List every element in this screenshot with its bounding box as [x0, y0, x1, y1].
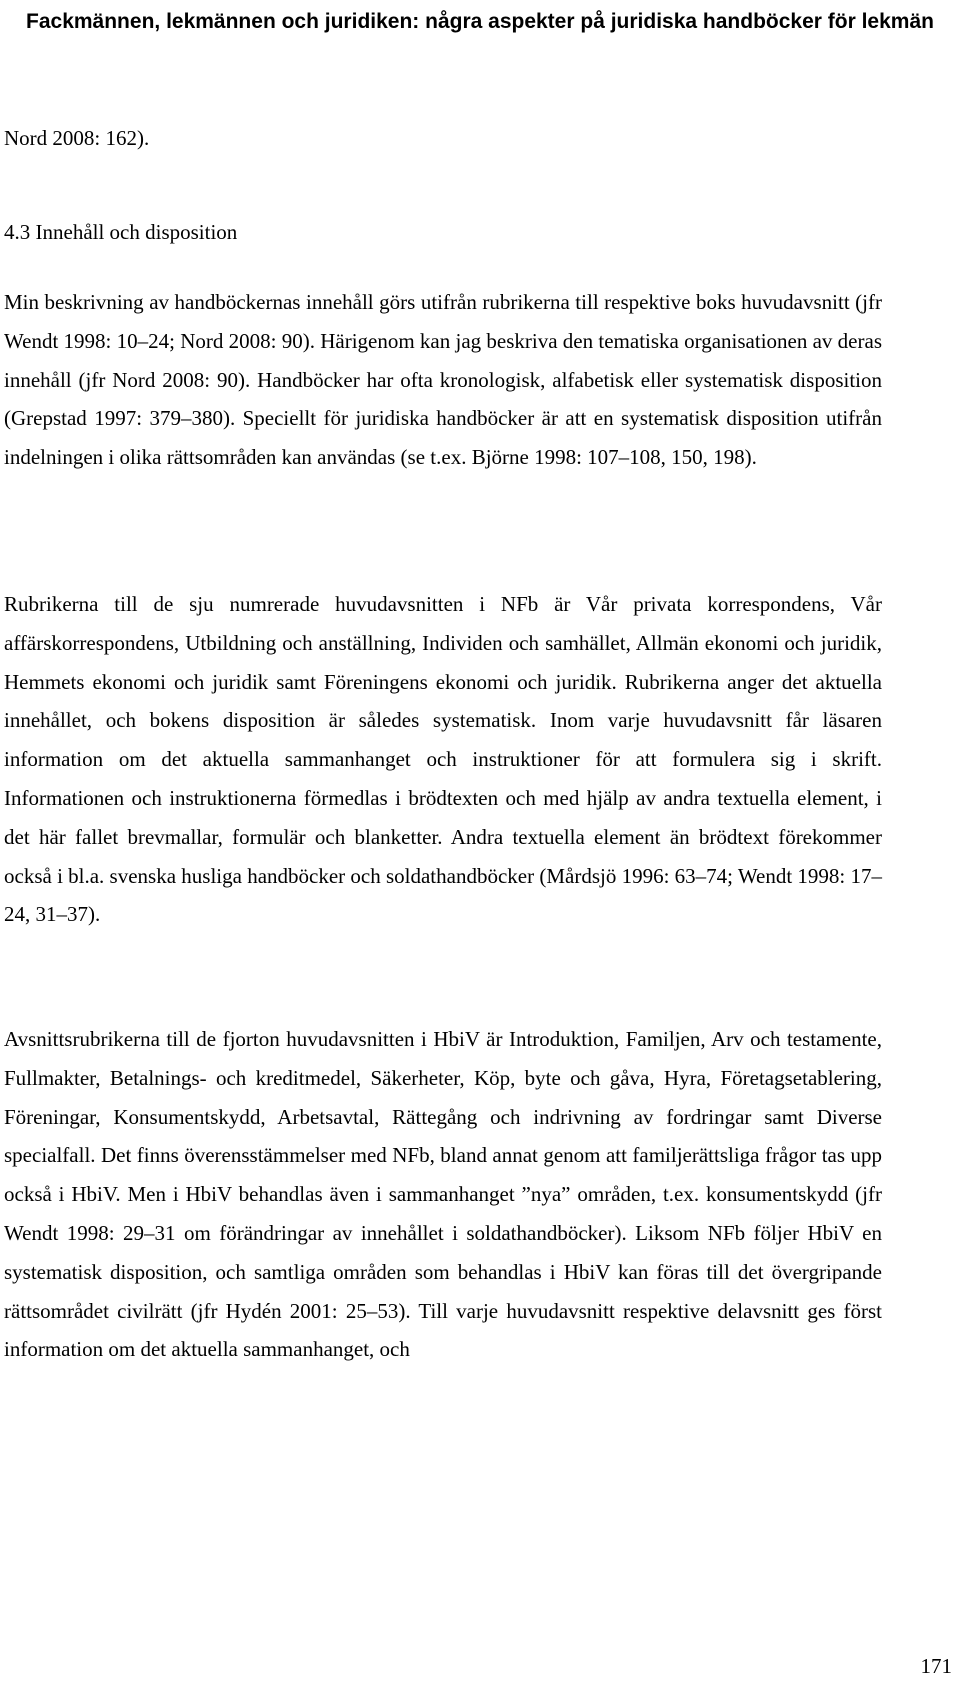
page-number: 171 — [920, 1654, 952, 1678]
continued-fragment: Nord 2008: 162). — [4, 126, 150, 150]
paragraph-1: Min beskrivning av handböckernas innehåll görs utifrån rubrikerna till respektive boks huvudavsnitt (jfr Wendt 1998: 10–24; Nord 2008: 90). Härigenom kan jag beskriva den tematiska organisationen av deras innehåll (jfr Nord 2008: 90). Handböcker har ofta kronologisk, alfabetisk eller systematisk disposition (Grepstad 1997: 379–380). Speciellt för juridiska handböcker är att en systematisk disposition utifrån indelningen i olika rättsområden kan användas (se t.ex. Björne 1998: 107–108, 150, 198). — [4, 290, 882, 470]
paragraph-3: Avsnittsrubrikerna till de fjorton huvudavsnitten i HbiV är Introduktion, Familjen, Arv och testamente, Fullmakter, Betalnings- och kreditmedel, Säkerheter, Köp, byte och gåva, Hyra, Företagsetablering, Föreningar, Konsumentskydd, Arbetsavtal, Rättegång och indrivning av fordringar samt Diverse specialfall. Det finns överensstämmelser med NFb, bland annat genom att familjerättsliga frågor tas upp också i HbiV. Men i HbiV behandlas även i sammanhanget ”nya” områden, t.ex. konsumentskydd (jfr Wendt 1998: 29–31 om förändringar av innehållet i soldathandböcker). Liksom NFb följer HbiV en systematisk disposition, och samtliga områden som behandlas i HbiV kan föras till det övergripande rättsområdet civilrätt (jfr Hydén 2001: 25–53). Till varje huvudavsnitt respektive delavsnitt ges först information om det aktuella sammanhanget, och — [4, 1027, 882, 1362]
page-header-title: Fackmännen, lekmännen och juridiken: några aspekter på juridiska handböcker för lekmän — [26, 10, 934, 33]
section-heading: 4.3 Innehåll och disposition — [4, 220, 238, 244]
paragraph-2: Rubrikerna till de sju numrerade huvudavsnitten i NFb är Vår privata korrespondens, Vår affärskorrespondens, Utbildning och anställning, Individen och samhället, Allmän ekonomi och juridik, Hemmets ekonomi och juridik samt Föreningens ekonomi och juridik. Rubrikerna anger det aktuella innehållet, och bokens disposition är således systematisk. Inom varje huvudavsnitt får läsaren information om det aktuella sammanhanget och instruktioner för att formulera sig i skrift. Informationen och instruktionerna förmedlas i brödtexten och med hjälp av andra textuella element, i det här fallet brevmallar, formulär och blanketter. Andra textuella element än brödtext förekommer också i bl.a. svenska husliga handböcker och soldathandböcker (Mårdsjö 1996: 63–74; Wendt 1998: 17–24, 31–37). — [4, 592, 883, 927]
